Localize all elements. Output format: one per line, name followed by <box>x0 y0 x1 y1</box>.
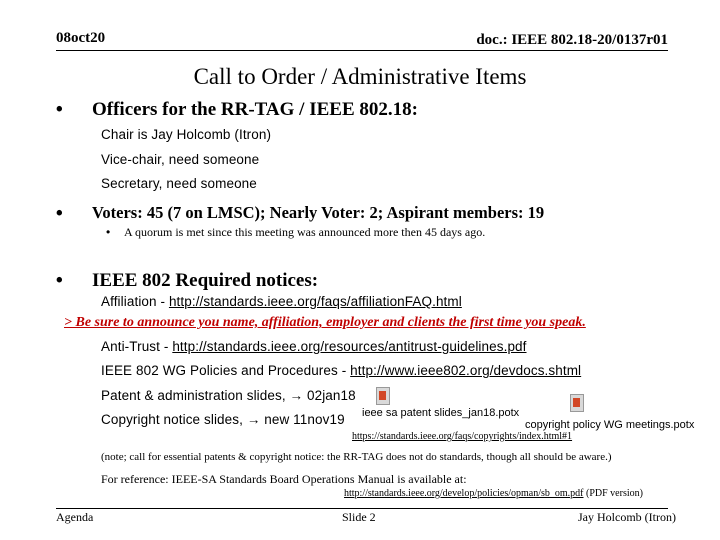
bullet-dot: • <box>56 99 63 120</box>
slide-title: Call to Order / Administrative Items <box>193 64 527 89</box>
policies-line <box>101 363 581 378</box>
potx-file-icon[interactable] <box>570 394 584 412</box>
antitrust-link[interactable]: http://standards.ieee.org/resources/antitrust-guidelines.pdf <box>172 339 527 354</box>
manual-link[interactable]: http://standards.ieee.org/develop/policies/opman/sb_om.pdf <box>344 488 584 499</box>
officers-heading: Officers for the RR-TAG / IEEE 802.18: <box>92 99 418 120</box>
affiliation-line <box>101 294 462 309</box>
affiliation-label: Affiliation - <box>101 294 169 309</box>
potx-file-icon[interactable] <box>376 387 390 405</box>
quorum-note: A quorum is met since this meeting was announced more then 45 days ago. <box>124 225 486 239</box>
bullet-dot: • <box>56 203 63 224</box>
bullet-dot: • <box>106 225 111 239</box>
footer-agenda: Agenda <box>56 510 94 524</box>
voters-heading: Voters: 45 (7 on LMSC); Nearly Voter: 2; Aspirant members: 19 <box>92 203 545 222</box>
notices-heading: IEEE 802 Required notices: <box>92 270 319 291</box>
header-rule <box>56 50 668 51</box>
antitrust-line <box>101 339 527 354</box>
header-doc-id: doc.: IEEE 802.18-20/0137r01 <box>476 32 668 48</box>
announce-reminder-text: > Be sure to announce you name, affiliation, employer and clients the first time you speak. <box>64 315 586 330</box>
manual-line <box>344 488 643 499</box>
footer-slide-number: Slide 2 <box>342 510 376 524</box>
announce-reminder <box>64 315 586 331</box>
policies-label: IEEE 802 WG Policies and Procedures - <box>101 363 351 378</box>
header-date: 08oct20 <box>56 30 106 46</box>
footer-author: Jay Holcomb (Itron) <box>578 510 676 524</box>
officers-line-chair: Chair is Jay Holcomb (Itron) <box>101 127 272 142</box>
officers-line-vice-chair: Vice-chair, need someone <box>101 152 260 167</box>
copyright-slides-line: Copyright notice slides, → new 11nov19 <box>101 412 345 427</box>
footer-rule <box>56 508 668 509</box>
copyright-faq-link[interactable]: https://standards.ieee.org/faqs/copyrights/index.html#1 <box>352 431 573 442</box>
affiliation-link[interactable]: http://standards.ieee.org/faqs/affiliationFAQ.html <box>168 294 462 309</box>
officers-line-secretary: Secretary, need someone <box>101 176 257 191</box>
patent-note: (note; call for essential patents & copyright notice: the RR-TAG does not do standards, though all should be aware.) <box>101 451 612 463</box>
patent-slides-line: Patent & administration slides, → 02jan18 <box>101 388 356 403</box>
bullet-dot: • <box>56 270 63 291</box>
copyright-slides-file-label[interactable]: copyright policy WG meetings.potx <box>525 419 695 431</box>
patent-slides-file-label[interactable]: ieee sa patent slides_jan18.potx <box>362 407 520 419</box>
reference-line: For reference: IEEE-SA Standards Board Operations Manual is available at: <box>101 472 467 486</box>
copyright-faq-line <box>352 431 572 442</box>
manual-suffix: (PDF version) <box>583 488 643 499</box>
policies-link[interactable]: http://www.ieee802.org/devdocs.shtml <box>350 363 582 378</box>
antitrust-label: Anti-Trust - <box>101 339 173 354</box>
